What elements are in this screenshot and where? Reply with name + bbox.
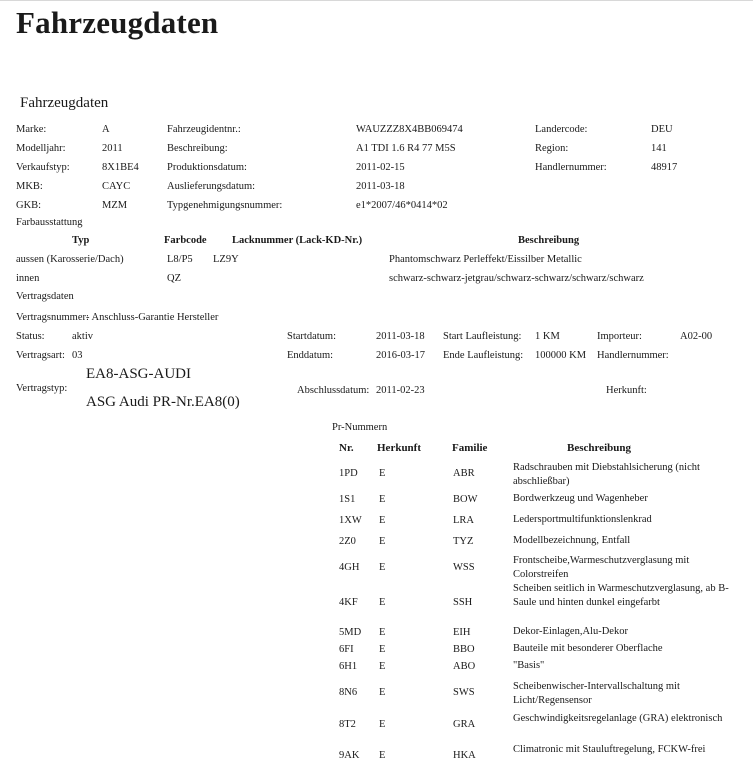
contract-closing-date-value: 2011-02-23 — [376, 385, 425, 396]
contract-value-enddatum: 2016-03-17 — [376, 350, 425, 361]
field-value-mkb: CAYC — [102, 181, 131, 192]
color-row-typ: innen — [16, 273, 40, 284]
contract-number-label: Vertragsnummer: — [16, 312, 89, 323]
pr-cell-herkunft: E — [379, 597, 386, 608]
pr-cell-nr: 1S1 — [339, 494, 356, 505]
contract-label-vertragsart: Vertragsart: — [16, 350, 65, 361]
pr-cell-herkunft: E — [379, 494, 386, 505]
pr-cell-nr: 8N6 — [339, 687, 358, 698]
contract-label-importeur: Importeur: — [597, 331, 642, 342]
pr-cell-herkunft: E — [379, 644, 386, 655]
pr-cell-familie: HKA — [453, 750, 476, 761]
pr-cell-familie: SWS — [453, 687, 475, 698]
field-value-gkb: MZM — [102, 200, 128, 211]
contract-value-startdatum: 2011-03-18 — [376, 331, 425, 342]
color-header-typ: Typ — [72, 235, 90, 246]
pr-cell-familie: LRA — [453, 515, 474, 526]
color-header-lacknummer: Lacknummer (Lack-KD-Nr.) — [232, 235, 363, 246]
pr-cell-nr: 6FI — [339, 644, 354, 655]
pr-cell-familie: TYZ — [453, 536, 474, 547]
pr-cell-nr: 4GH — [339, 562, 360, 573]
contract-label-handlernummer: Handlernummer: — [597, 350, 669, 361]
contract-type-line1: EA8-ASG-AUDI — [86, 366, 191, 382]
pr-cell-beschreibung: Ledersportmultifunktionslenkrad — [513, 514, 652, 525]
field-label-mkb: MKB: — [16, 181, 43, 192]
field-label-landercode: Landercode: — [535, 124, 588, 135]
contract-label-status: Status: — [16, 331, 45, 342]
color-row-farbcode: QZ — [167, 273, 181, 284]
pr-cell-familie: ABO — [453, 661, 476, 672]
page-top-rule — [0, 0, 753, 1]
field-value-produktionsdatum: 2011-02-15 — [356, 162, 405, 173]
pr-cell-herkunft: E — [379, 719, 386, 730]
field-label-gkb: GKB: — [16, 200, 42, 211]
field-label-region: Region: — [535, 143, 569, 154]
contract-label-start-laufleistung: Start Laufleistung: — [443, 331, 522, 342]
field-value-region: 141 — [651, 143, 667, 154]
pr-cell-familie: GRA — [453, 719, 476, 730]
pr-cell-nr: 4KF — [339, 597, 358, 608]
pr-cell-familie: SSH — [453, 597, 473, 608]
field-value-typgenehmigungsnummer: e1*2007/46*0414*02 — [356, 200, 448, 211]
pr-cell-familie: BOW — [453, 494, 478, 505]
field-label-typgenehmigungsnummer: Typgenehmigungsnummer: — [167, 200, 283, 211]
pr-cell-beschreibung: Radschrauben mit Diebstahlsicherung (nicht abschließbar) — [513, 462, 700, 487]
pr-cell-nr: 8T2 — [339, 719, 356, 730]
color-row-typ: aussen (Karosserie/Dach) — [16, 254, 124, 265]
pr-cell-nr: 1PD — [339, 468, 358, 479]
pr-cell-nr: 1XW — [339, 515, 362, 526]
pr-cell-familie: WSS — [453, 562, 475, 573]
color-row-beschreibung: schwarz-schwarz-jetgrau/schwarz-schwarz/schwarz/schwarz — [389, 273, 644, 284]
pr-cell-familie: EIH — [453, 627, 471, 638]
pr-numbers-heading: Pr-Nummern — [332, 422, 388, 433]
pr-header-familie: Familie — [452, 442, 488, 454]
pr-cell-beschreibung: "Basis" — [513, 660, 545, 671]
pr-cell-beschreibung: Climatronic mit Stauluftregelung, FCKW-frei — [513, 744, 706, 755]
contract-value-vertragsart: 03 — [72, 350, 83, 361]
pr-cell-beschreibung: Scheiben seitlich in Warmeschutzverglasung, ab B-Saule und hinten dunkel eingefarbt — [513, 583, 729, 608]
field-label-handlernummer: Handlernummer: — [535, 162, 607, 173]
field-value-verkaufstyp: 8X1BE4 — [102, 162, 139, 173]
vehicle-data-heading: Fahrzeugdaten — [20, 95, 109, 111]
color-header-farbcode: Farbcode — [164, 235, 207, 246]
pr-cell-familie: ABR — [453, 468, 475, 479]
contract-value-importeur: A02-00 — [680, 331, 713, 342]
pr-cell-beschreibung: Geschwindigkeitsregelanlage (GRA) elektronisch — [513, 713, 723, 724]
pr-cell-herkunft: E — [379, 627, 386, 638]
field-label-auslieferungsdatum: Auslieferungsdatum: — [167, 181, 256, 192]
field-value-modelljahr: 2011 — [102, 143, 123, 154]
contract-value-ende-laufleistung: 100000 KM — [535, 350, 587, 361]
field-value-auslieferungsdatum: 2011-03-18 — [356, 181, 405, 192]
color-row-beschreibung: Phantomschwarz Perleffekt/Eissilber Metallic — [389, 254, 582, 265]
color-row-lacknummer: LZ9Y — [213, 254, 239, 265]
pr-header-herkunft: Herkunft — [377, 442, 421, 454]
field-value-landercode: DEU — [651, 124, 673, 135]
contract-label-enddatum: Enddatum: — [287, 350, 334, 361]
field-value-handlernummer: 48917 — [651, 162, 678, 173]
pr-cell-herkunft: E — [379, 468, 386, 479]
pr-cell-herkunft: E — [379, 661, 386, 672]
field-value-fahrzeugidentnr: WAUZZZ8X4BB069474 — [356, 124, 463, 135]
contract-section-heading: Vertragsdaten — [16, 291, 74, 302]
field-label-beschreibung: Beschreibung: — [167, 143, 228, 154]
contract-label-startdatum: Startdatum: — [287, 331, 336, 342]
contract-number-value: - Anschluss-Garantie Hersteller — [86, 312, 219, 323]
pr-cell-beschreibung: Frontscheibe,Warmeschutzverglasung mit Colorstreifen — [513, 555, 690, 580]
contract-origin-label: Herkunft: — [606, 385, 647, 396]
pr-cell-herkunft: E — [379, 687, 386, 698]
contract-type-line2: ASG Audi PR-Nr.EA8(0) — [86, 394, 240, 410]
field-value-beschreibung: A1 TDI 1.6 R4 77 M5S — [356, 143, 456, 154]
pr-header-nr: Nr. — [339, 442, 354, 454]
field-value-marke: A — [102, 124, 110, 135]
pr-cell-beschreibung: Bordwerkzeug und Wagenheber — [513, 493, 648, 504]
pr-cell-beschreibung: Modellbezeichnung, Entfall — [513, 535, 631, 546]
pr-cell-familie: BBO — [453, 644, 475, 655]
pr-cell-herkunft: E — [379, 562, 386, 573]
contract-label-ende-laufleistung: Ende Laufleistung: — [443, 350, 524, 361]
field-label-modelljahr: Modelljahr: — [16, 143, 66, 154]
pr-cell-nr: 2Z0 — [339, 536, 356, 547]
pr-cell-nr: 9AK — [339, 750, 360, 761]
pr-cell-beschreibung: Dekor-Einlagen,Alu-Dekor — [513, 626, 628, 637]
color-header-beschreibung: Beschreibung — [518, 235, 580, 246]
contract-value-status: aktiv — [72, 331, 93, 342]
page-title: Fahrzeugdaten — [16, 5, 219, 40]
color-row-farbcode: L8/P5 — [167, 254, 193, 265]
pr-cell-beschreibung: Scheibenwischer-Intervallschaltung mit Licht/Regensensor — [513, 681, 680, 706]
contract-closing-date-label: Abschlussdatum: — [297, 385, 370, 396]
field-label-produktionsdatum: Produktionsdatum: — [167, 162, 247, 173]
pr-header-beschreibung: Beschreibung — [567, 442, 631, 454]
pr-cell-herkunft: E — [379, 536, 386, 547]
pr-cell-herkunft: E — [379, 750, 386, 761]
pr-cell-beschreibung: Bauteile mit besonderer Oberflache — [513, 643, 663, 654]
pr-cell-herkunft: E — [379, 515, 386, 526]
pr-cell-nr: 5MD — [339, 627, 362, 638]
field-label-marke: Marke: — [16, 124, 47, 135]
color-section-heading: Farbausstattung — [16, 217, 83, 228]
field-label-fahrzeugidentnr: Fahrzeugidentnr.: — [167, 124, 241, 135]
contract-type-label: Vertragstyp: — [16, 383, 68, 394]
pr-cell-nr: 6H1 — [339, 661, 358, 672]
contract-value-start-laufleistung: 1 KM — [535, 331, 560, 342]
field-label-verkaufstyp: Verkaufstyp: — [16, 162, 70, 173]
